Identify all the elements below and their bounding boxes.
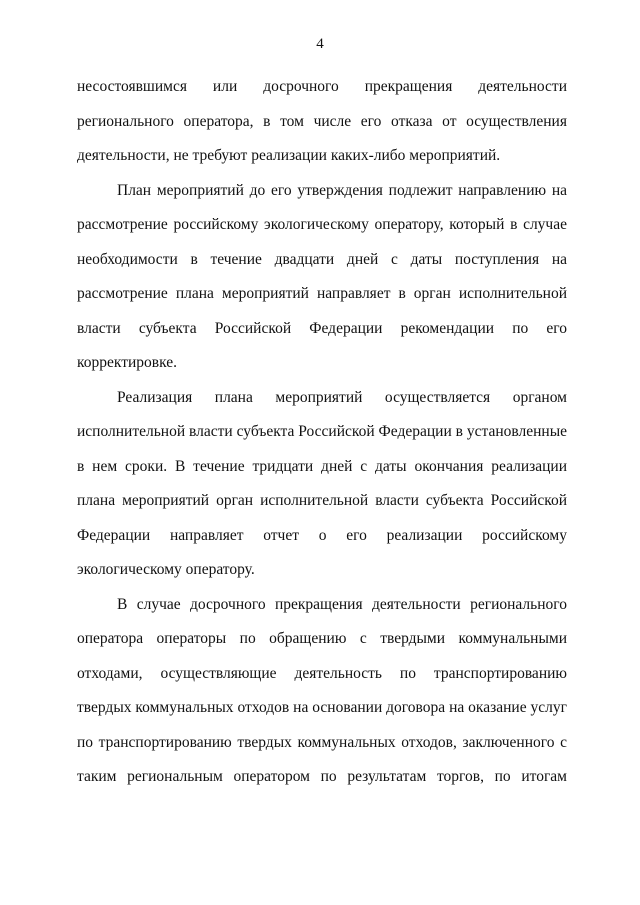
paragraph-3: Реализация плана мероприятий осуществляется органом исполнительной власти субъекта Российской Федерации в установленные в нем сроки. В течение тридцати дней с даты окончания реализации плана мероприятий орган исполнительной власти субъекта Российской Федерации направляет отчет о его реализации российскому экологическому оператору. [77,388,567,578]
paragraph-2: План мероприятий до его утверждения подлежит направлению на рассмотрение российскому экологическому оператору, который в случае необходимости в течение двадцати дней с даты поступления на рассмотрение плана мероприятий направляет в орган исполнительной власти субъекта Российской Федерации рекомендации по его корректировке. [77,181,567,371]
paragraph-1: несостоявшимся или досрочного прекращения деятельности регионального оператора, в том числе его отказа от осуществления деятельности, не требуют реализации каких-либо мероприятий. [77,78,567,164]
document-body [77,70,567,795]
page-number: 4 [316,36,324,52]
paragraph-4: В случае досрочного прекращения деятельности регионального оператора операторы по обращению с твердыми коммунальными отходами, осуществляющие деятельность по транспортированию твердых коммунальных отходов на основании договора на оказание услуг по транспортированию твердых коммунальных отходов, заключенного с таким региональным оператором по результатам торгов, по итогам [77,595,567,785]
